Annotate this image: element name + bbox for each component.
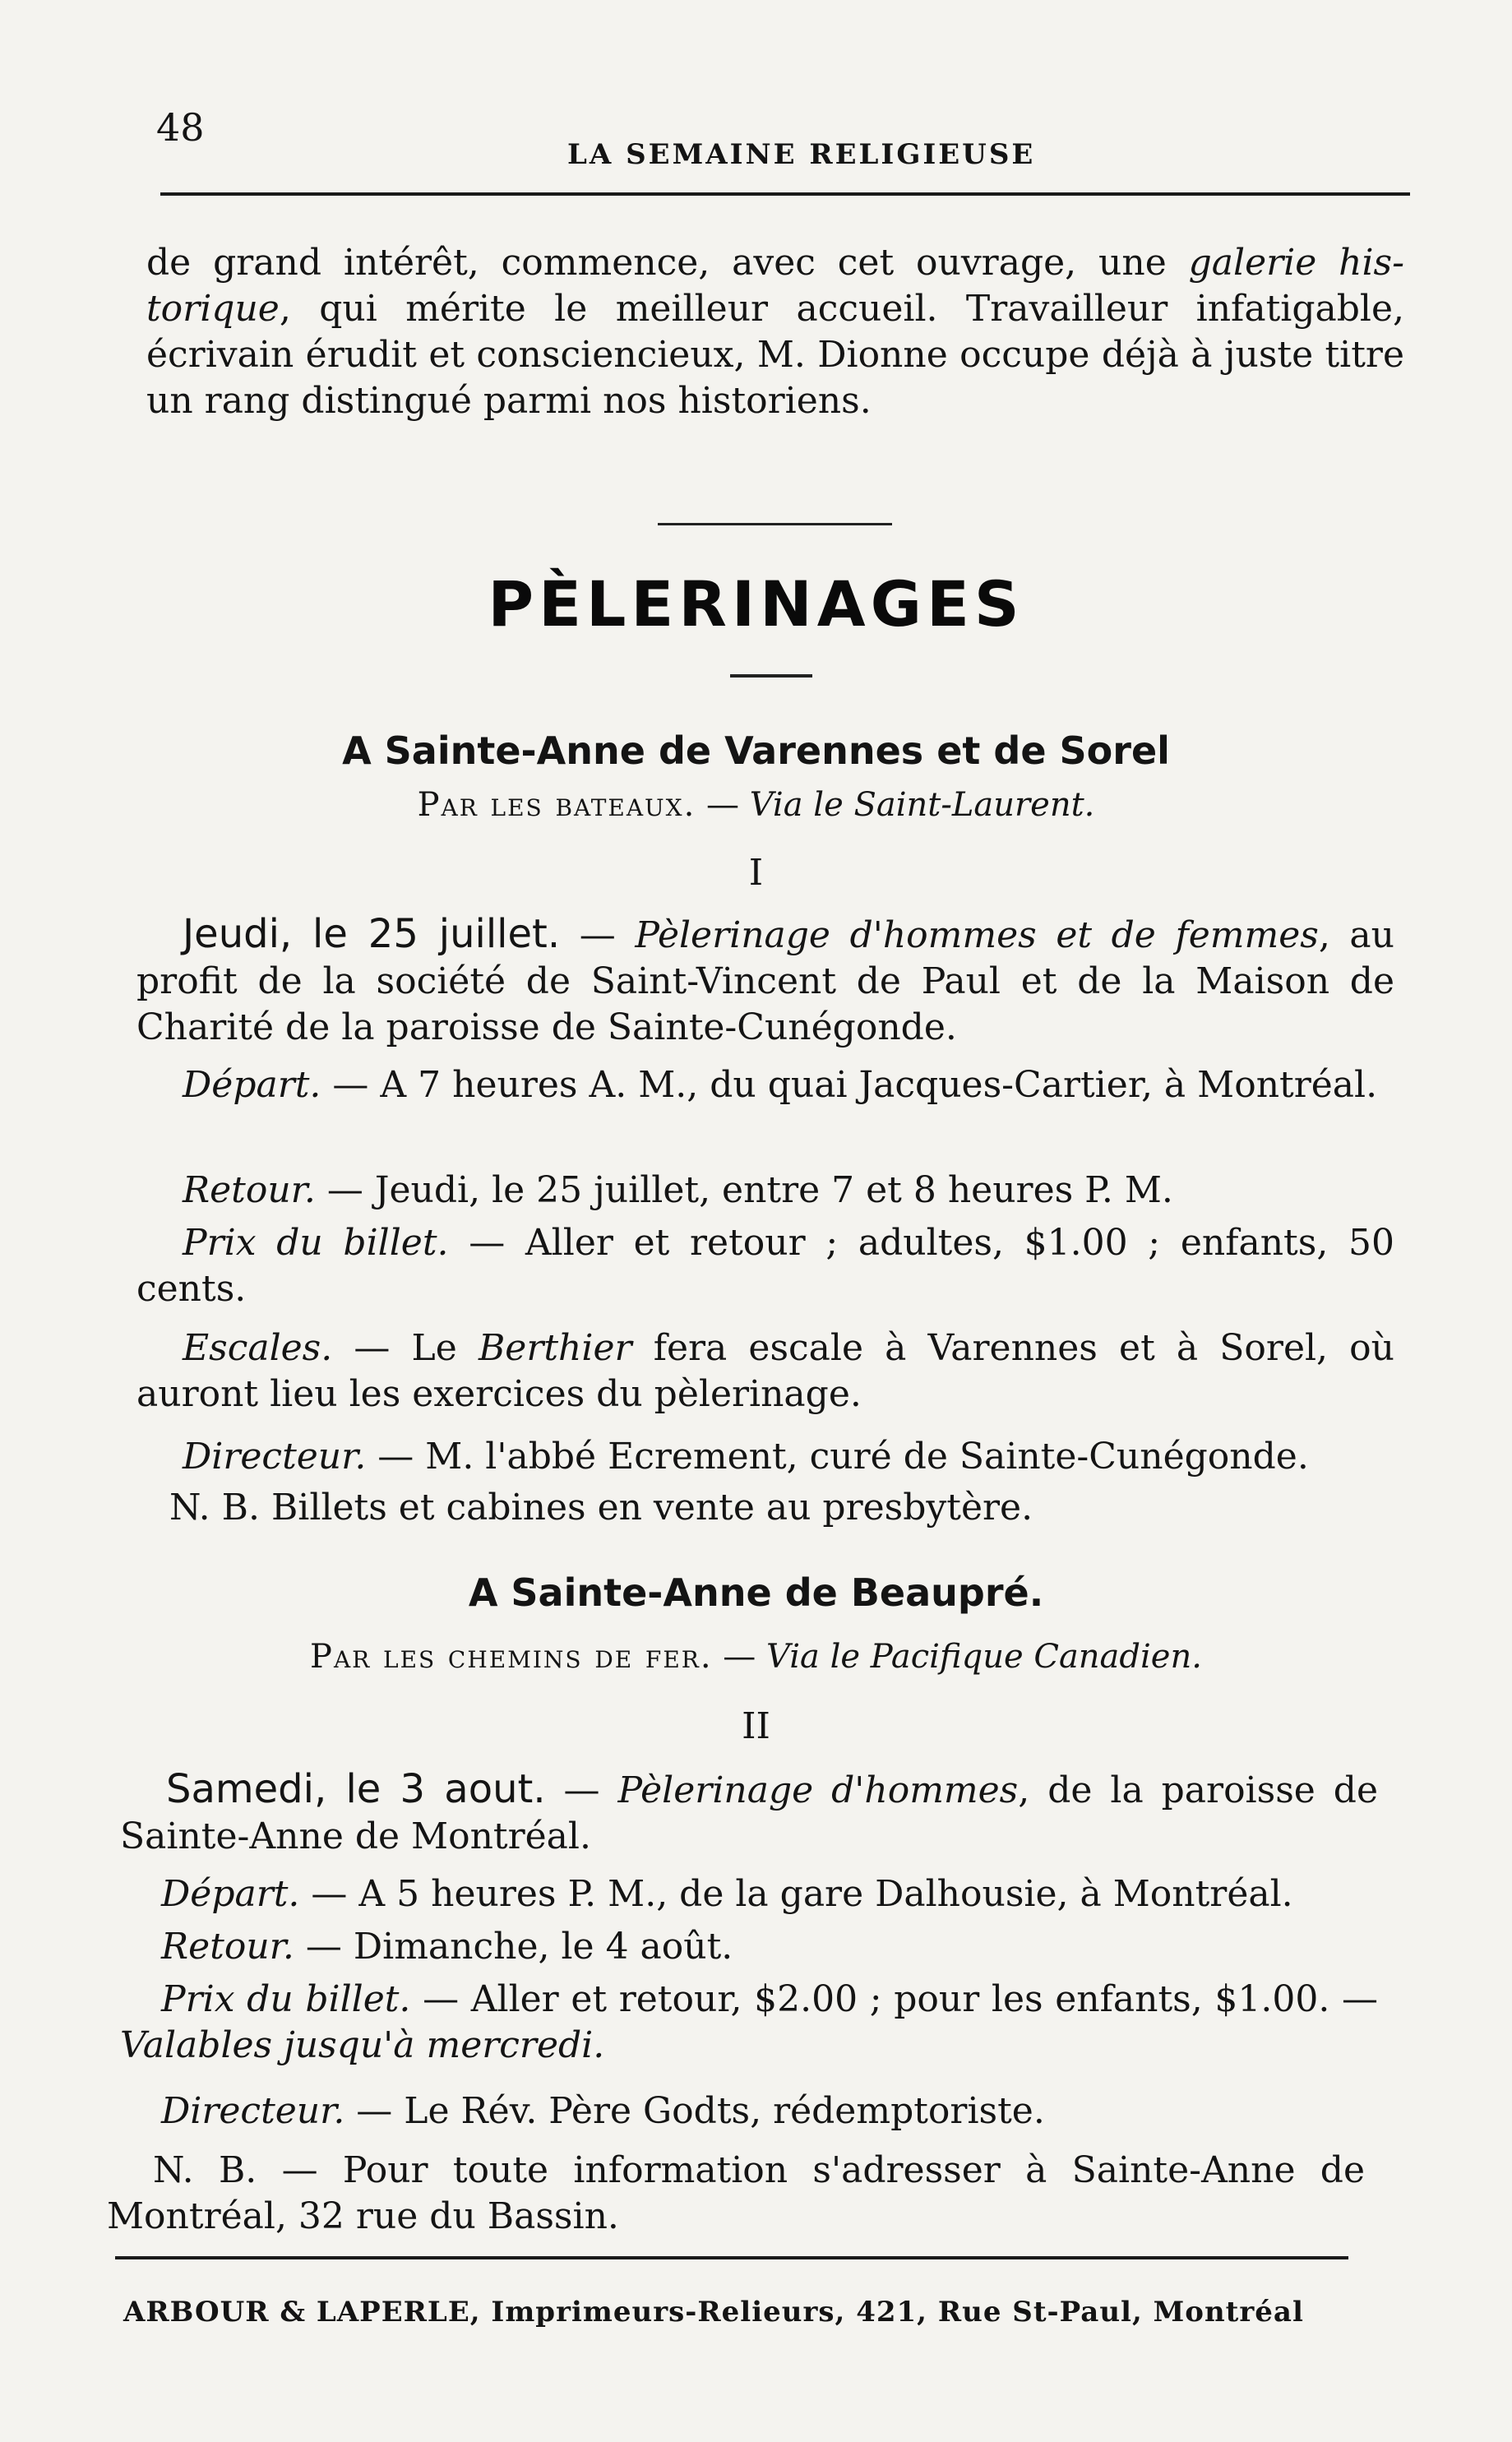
- retour-label: Retour.: [183, 1169, 316, 1211]
- printer-imprint: ARBOUR & LAPERLE, Imprimeurs-Relieurs, 421, Rue St-Paul, Montréal: [123, 2296, 1304, 2329]
- retour-text: — Dimanche, le 4 août.: [294, 1926, 733, 1968]
- pilgrimage2-route-prefix: Par les chemins de fer.: [310, 1638, 713, 1676]
- prix-label: Prix du billet.: [183, 1222, 449, 1264]
- pilgrimage2-depart: [120, 1871, 1378, 1917]
- intro-italic-part2: torique: [146, 288, 280, 330]
- prix-label: Prix du billet.: [161, 1978, 411, 2020]
- escales-text-end: fera escale à Varennes et à Sorel, où auront lieu les exercices du pèlerinage.: [136, 1327, 1395, 1415]
- page-number: 48: [156, 105, 205, 150]
- pilgrimage2-date: Samedi, le 3 aout.: [166, 1766, 546, 1812]
- pilgrimage1-description: [136, 911, 1394, 1051]
- intro-text-end: , qui mérite le meilleur accueil. Travailleur infatigable, écrivain érudit et consciencieux, M. Dionne occupe déjà à juste titre un rang distingué parmi nos historiens.: [146, 288, 1404, 422]
- pilgrimage1-dash: —: [560, 914, 636, 956]
- pilgrimage2-nb: N. B. — Pour toute information s'adresser à Sainte-Anne de Montréal, 32 rue du Bassin.: [107, 2149, 1365, 2237]
- depart-text: — A 5 heures P. M., de la gare Dalhousie, à Montréal.: [299, 1873, 1293, 1915]
- pilgrimage1-route-prefix: Par les bateaux.: [417, 786, 696, 824]
- pilgrimage2-dash: —: [545, 1769, 618, 1811]
- pilgrimage1-numeral: I: [748, 852, 764, 894]
- pilgrimage1-desc-rest: , au profit de la société de Saint-Vincent de Paul et de la Maison de Charité de la paroisse de Sainte-Cunégonde.: [136, 914, 1394, 1048]
- pilgrimage2-desc-rest: , de la paroisse de Sainte-Anne de Montréal.: [120, 1769, 1378, 1857]
- directeur-text: — Le Rév. Père Godts, rédemptoriste.: [344, 2090, 1045, 2132]
- pilgrimage1-escales: [136, 1325, 1394, 1418]
- pilgrimage2-numeral: II: [742, 1705, 770, 1747]
- section-title: PÈLERINAGES: [488, 567, 1024, 641]
- intro-text-start: de grand intérêt, commence, avec cet ouvrage, une: [146, 242, 1189, 284]
- depart-label: Départ.: [183, 1064, 321, 1106]
- pilgrimage2-description: [120, 1766, 1378, 1860]
- pilgrimage1-route-via: Via le Saint-Laurent.: [749, 786, 1095, 824]
- pilgrimage2-title: A Sainte-Anne de Beaupré.: [468, 1570, 1044, 1615]
- intro-paragraph: [146, 240, 1404, 424]
- intro-italic-part1: galerie his-: [1188, 242, 1404, 284]
- running-title: LA SEMAINE RELIGIEUSE: [567, 138, 1036, 171]
- prix-validity: Valables jusqu'à mercredi.: [120, 2024, 605, 2066]
- pilgrimage1-date: Jeudi, le 25 juillet.: [183, 911, 561, 957]
- pilgrimage1-desc-italic: Pèlerinage d'hommes et de femmes: [635, 914, 1319, 956]
- escales-label: Escales.: [183, 1327, 333, 1369]
- directeur-text: — M. l'abbé Ecrement, curé de Sainte-Cunégonde.: [366, 1436, 1309, 1478]
- header-rule: [160, 192, 1410, 196]
- pilgrimage2-retour: [120, 1924, 1378, 1970]
- pilgrimage2-route-via: Via le Pacifique Canadien.: [766, 1638, 1202, 1676]
- pilgrimage1-title: A Sainte-Anne de Varennes et de Sorel: [342, 728, 1170, 773]
- escales-ship-name: Berthier: [478, 1327, 632, 1369]
- footer-rule: [115, 2256, 1348, 2259]
- escales-text-start: — Le: [332, 1327, 479, 1369]
- directeur-label: Directeur.: [161, 2090, 345, 2132]
- pilgrimage1-route-dash: —: [696, 786, 750, 824]
- pilgrimage1-route: [0, 786, 1512, 824]
- retour-text: — Jeudi, le 25 juillet, entre 7 et 8 heures P. M.: [315, 1169, 1173, 1211]
- depart-label: Départ.: [161, 1873, 300, 1915]
- pilgrimage2-route: [0, 1638, 1512, 1676]
- title-underline: [730, 674, 812, 678]
- directeur-label: Directeur.: [183, 1436, 367, 1478]
- depart-text: — A 7 heures A. M., du quai Jacques-Cartier, à Montréal.: [321, 1064, 1378, 1106]
- pilgrimage2-desc-italic: Pèlerinage d'hommes: [617, 1769, 1019, 1811]
- pilgrimage1-retour: [136, 1168, 1394, 1214]
- section-divider: [658, 523, 892, 525]
- pilgrimage2-route-dash: —: [712, 1638, 767, 1676]
- pilgrimage2-directeur: [120, 2088, 1378, 2134]
- pilgrimage1-depart: [136, 1062, 1394, 1108]
- pilgrimage1-directeur: [136, 1434, 1394, 1480]
- prix-text: — Aller et retour, $2.00 ; pour les enfants, $1.00. —: [410, 1978, 1378, 2020]
- retour-label: Retour.: [161, 1926, 294, 1968]
- pilgrimage1-nb: N. B. Billets et cabines en vente au presbytère.: [169, 1487, 1033, 1529]
- prix-text: — Aller et retour ; adultes, $1.00 ; enfants, 50 cents.: [136, 1222, 1394, 1310]
- pilgrimage2-prix: [120, 1977, 1378, 2069]
- pilgrimage1-prix: [136, 1220, 1394, 1312]
